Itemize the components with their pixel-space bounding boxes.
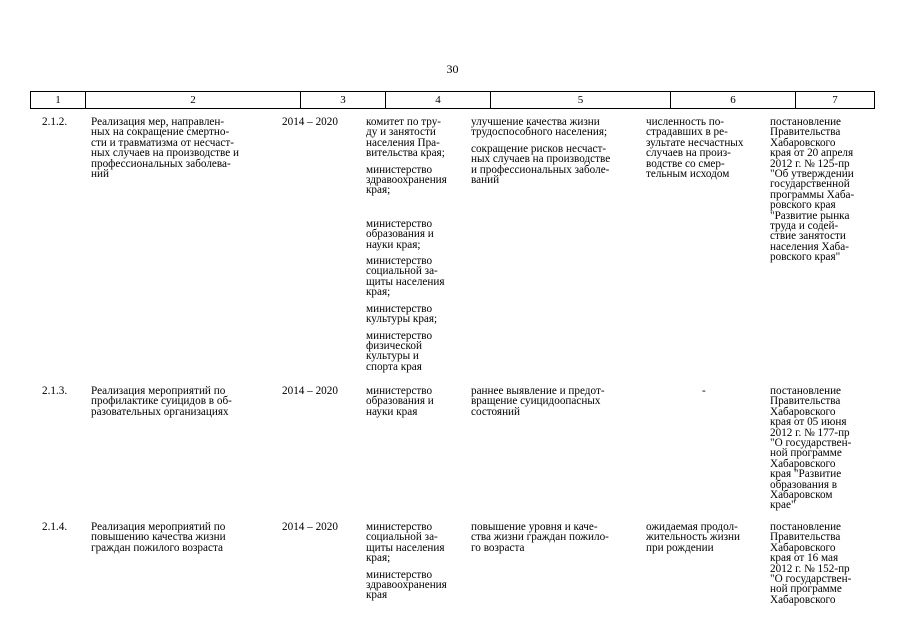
executor: министерство культуры края; [366,302,438,326]
result: раннее выявление и предот- вращение суицидоопасных состояний [471,385,605,418]
expected-results [471,117,610,185]
indicator: - [702,385,706,397]
result: повышение уровня и каче- ства жизни граждан пожило- го возраста [471,521,609,554]
page-number: 30 [446,62,459,76]
measure-name: Реализация мер, направлен- ных на сокращение смертно- сти и травматизма от несчаст- ных случаев на производстве и профессиональных заболева- ний [91,116,239,181]
measure-name: Реализация мероприятий по профилактике суицидов в об- разовательных организациях [91,385,232,418]
header-col-2: 2 [85,92,300,108]
executor: министерство здравоохранения края [366,568,447,602]
result: улучшение качества жизни трудоспособного населения; [471,116,608,139]
expected-results [471,522,609,553]
legal-document: постановление Правительства Хабаровского края от 16 мая 2012 г. № 152-пр "О государствен- ной программе Хабаровского [770,521,852,606]
period: 2014 – 2020 [282,116,338,128]
header-col-4: 4 [385,92,490,108]
header-col-7: 7 [795,92,875,108]
executor: министерство образования и науки края [366,385,434,418]
period: 2014 – 2020 [282,521,338,533]
header-col-1: 1 [30,92,85,108]
period: 2014 – 2020 [282,385,338,397]
header-col-6: 6 [670,92,795,108]
row-number: 2.1.3. [42,385,68,397]
executor: министерство физической культуры и спорта края [366,329,433,373]
header-col-5: 5 [490,92,670,108]
table-header [30,91,875,109]
executors [366,386,434,417]
expected-results [471,386,605,417]
indicator: численность по- страдавших в ре- зультате несчастных случаев на произ- водстве со смер- тельным исходом [646,116,744,181]
executor: министерство социальной за- щиты населения края; [366,521,445,565]
executors [366,522,447,601]
row-number: 2.1.2. [42,116,68,128]
header-col-3: 3 [300,92,385,108]
executor: министерство здравоохранения края; [366,163,447,197]
indicator: ожидаемая продол- жительность жизни при рождении [646,521,740,554]
measure-name: Реализация мероприятий по повышению качества жизни граждан пожилого возраста [91,521,226,554]
executor: министерство социальной за- щиты населения края; [366,255,445,299]
executor: министерство образования и науки края; [366,217,434,251]
result: сокращение рисков несчаст- ных случаев на производстве и профессиональных заболе- ваний [471,142,611,187]
legal-document: постановление Правительства Хабаровского края от 20 апреля 2012 г. № 125-пр "Об утверждении государственной программы Хаба- ровского края "Развитие рынка труда и содей- ствие занятости населения Хаба- ровского края" [770,116,855,264]
executor: комитет по тру- ду и занятости населения Пра- вительства края; [366,116,445,160]
row-number: 2.1.4. [42,521,68,533]
executors [366,117,447,372]
legal-document: постановление Правительства Хабаровского края от 05 июня 2012 г. № 177-пр "О государствен- ной программе Хабаровского края "Развитие образования в Хабаровском крае" [770,385,852,512]
